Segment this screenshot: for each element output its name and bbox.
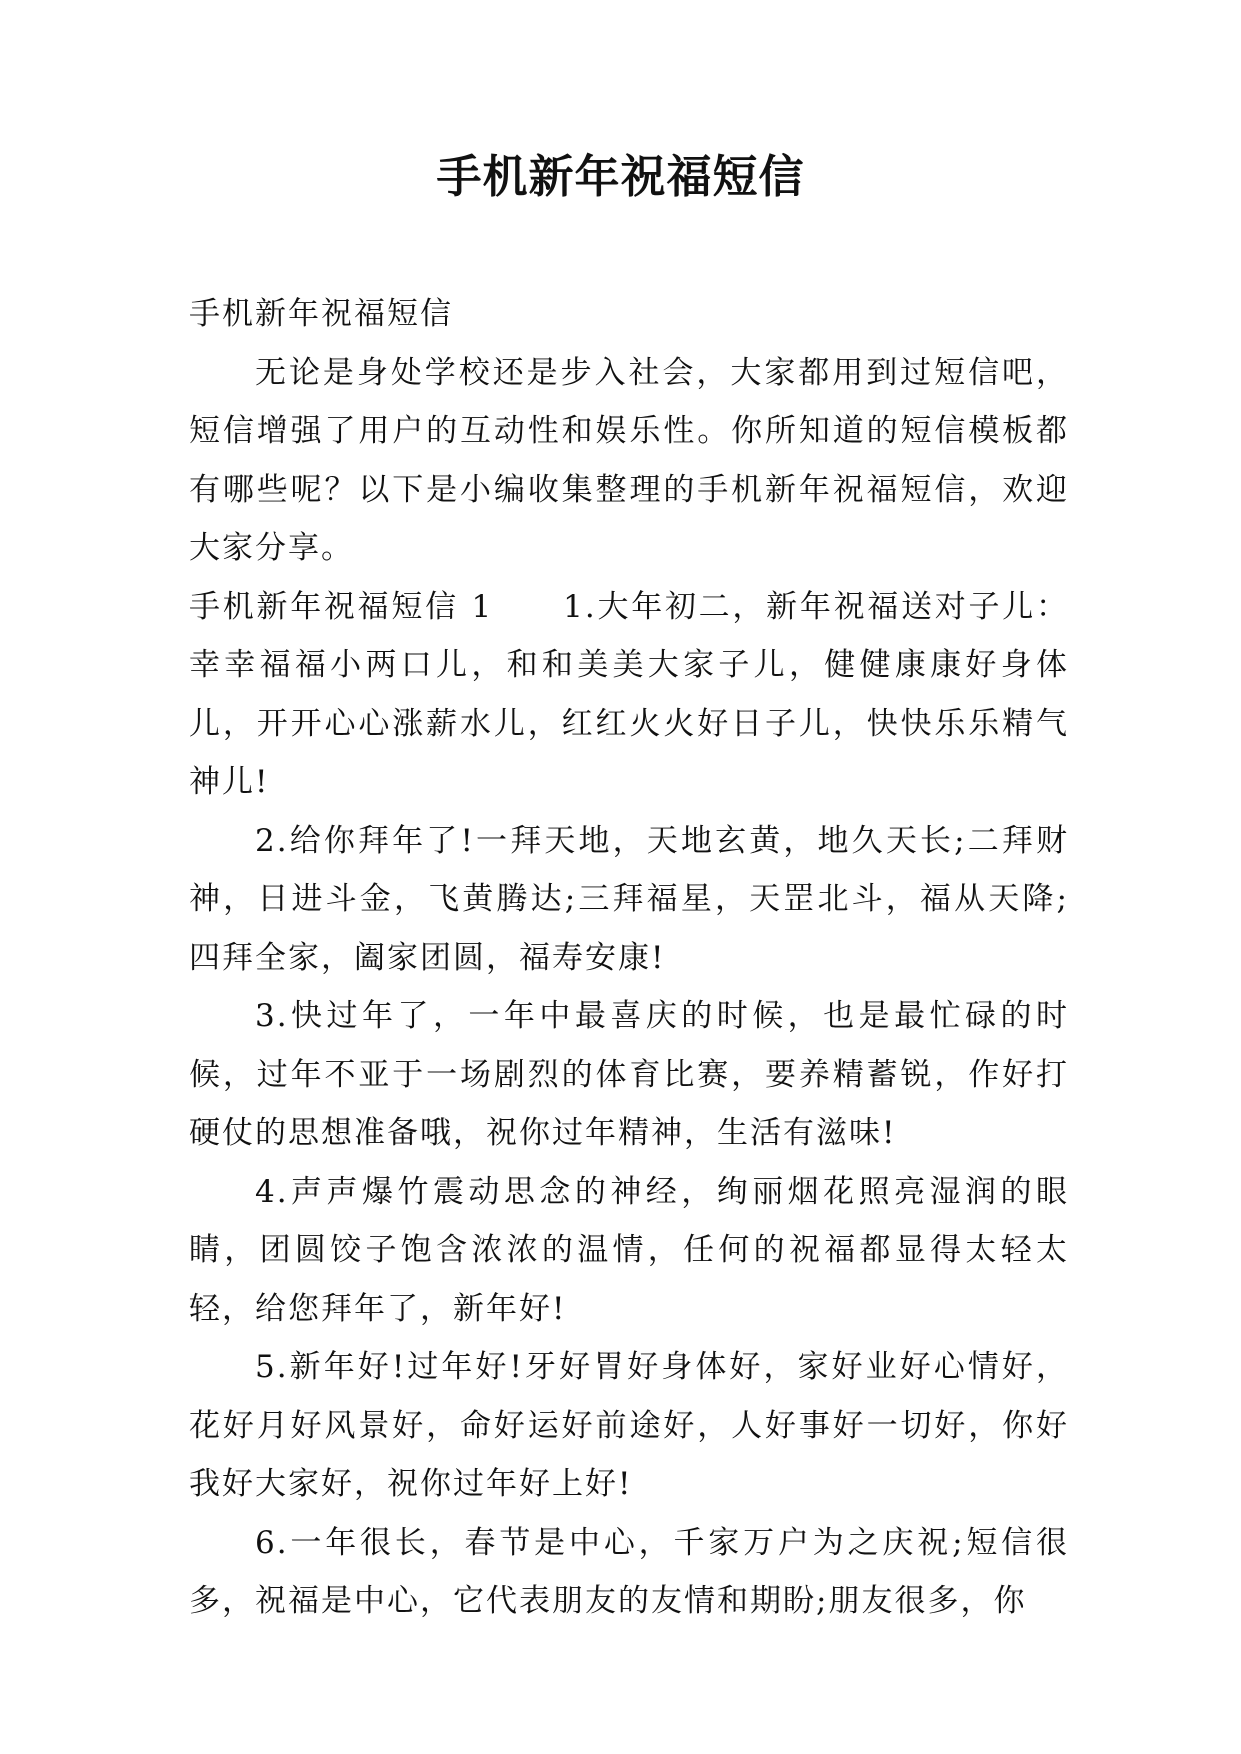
document-title: 手机新年祝福短信 [436,150,805,203]
message-item-3: 3.快过年了，一年中最喜庆的时候，也是最忙碌的时候，过年不亚于一场剧烈的体育比赛，要养精蓄锐，作好打硬仗的思想准备哦，祝你过年精神，生活有滋味! [189,998,1069,1151]
message-item-6: 6.一年很长，春节是中心，千家万户为之庆祝;短信很多，祝福是中心，它代表朋友的友情和期盼;朋友很多，你 [189,1524,1069,1619]
message-item-2: 2.给你拜年了!一拜天地，天地玄黄，地久天长;二拜财神，日进斗金，飞黄腾达;三拜福星，天罡北斗，福从天降;四拜全家，阖家团圆，福寿安康! [189,822,1069,976]
section-1-heading: 手机新年祝福短信 1 [189,588,494,625]
message-item-1: 1.大年初二，新年祝福送对子儿：幸幸福福小两口儿，和和美美大家子儿，健健康康好身体儿，开开心心涨薪水儿，红红火火好日子儿，快快乐乐精气神儿! [189,588,1070,800]
intro-paragraph: 无论是身处学校还是步入社会，大家都用到过短信吧，短信增强了用户的互动性和娱乐性。你所知道的短信模板都有哪些呢？以下是小编收集整理的手机新年祝福短信，欢迎大家分享。 [189,354,1069,566]
message-item-4: 4.声声爆竹震动思念的神经，绚丽烟花照亮湿润的眼睛，团圆饺子饱含浓浓的温情，任何的祝福都显得太轻太轻，给您拜年了，新年好! [189,1173,1069,1327]
document-subtitle: 手机新年祝福短信 [189,296,453,332]
section-1-block [189,578,1069,812]
message-item-5: 5.新年好!过年好!牙好胃好身体好，家好业好心情好，花好月好风景好，命好运好前途好，人好事好一切好，你好我好大家好，祝你过年好上好! [189,1349,1069,1502]
document-body [189,285,1069,1631]
